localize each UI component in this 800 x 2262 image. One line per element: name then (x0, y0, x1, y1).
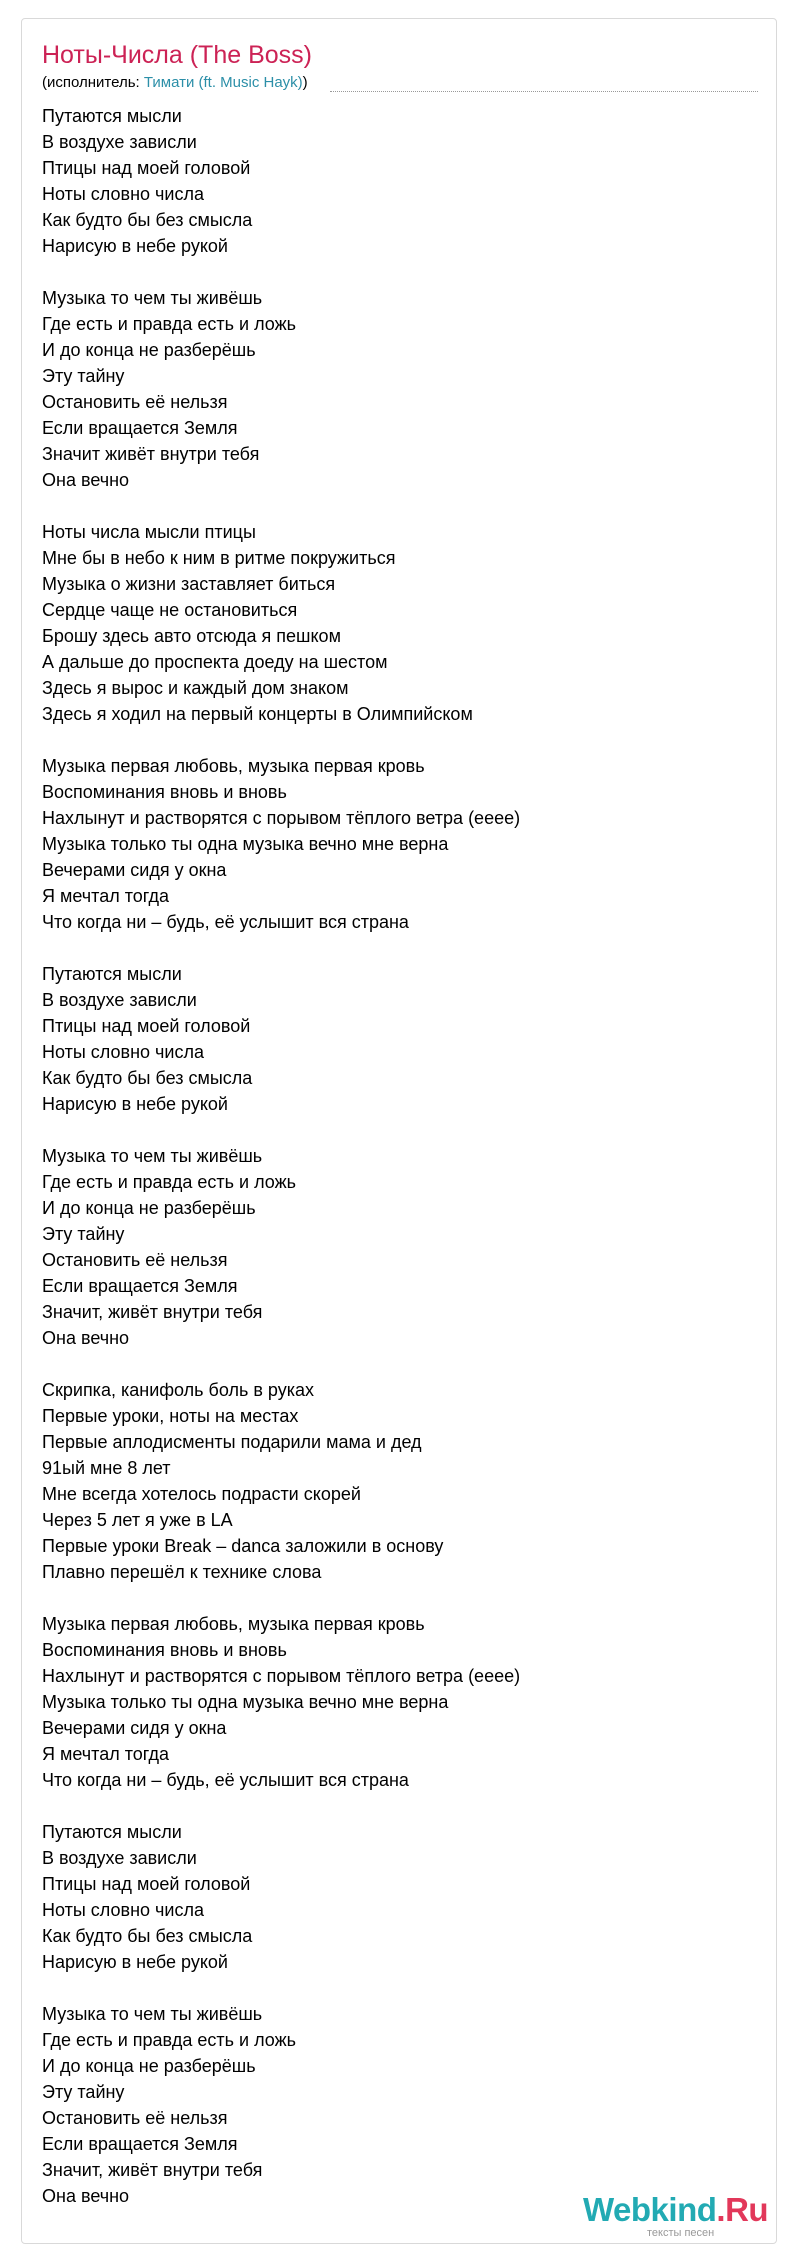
lyric-line: Скрипка, канифоль боль в руках (42, 1380, 315, 1400)
lyric-line: И до конца не разберёшь (42, 2056, 256, 2076)
lyric-line: Нарисую в небе рукой (42, 236, 228, 256)
lyric-line: Эту тайну (42, 2082, 125, 2102)
lyric-line: Через 5 лет я уже в LA (42, 1510, 233, 1530)
lyric-line: Путаются мысли (42, 106, 182, 126)
lyric-line: Музыка то чем ты живёшь (42, 288, 263, 308)
lyric-line: Воспоминания вновь и вновь (42, 782, 287, 802)
lyric-line: Музыка о жизни заставляет биться (42, 574, 336, 594)
site-logo[interactable] (583, 2192, 773, 2242)
lyric-line: Первые аплодисменты подарили мама и дед (42, 1432, 422, 1452)
lyric-line: Ноты словно числа (42, 1900, 204, 1920)
lyric-line: Брошу здесь авто отсюда я пешком (42, 626, 341, 646)
song-title: Ноты-Числа (The Boss) (42, 41, 312, 69)
lyric-line: Воспоминания вновь и вновь (42, 1640, 287, 1660)
lyric-line: Путаются мысли (42, 1822, 182, 1842)
lyric-line: Она вечно (42, 1328, 130, 1348)
lyric-line: Птицы над моей головой (42, 158, 251, 178)
lyric-line: Как будто бы без смысла (42, 210, 253, 230)
lyric-line: Значит, живёт внутри тебя (42, 2160, 263, 2180)
performer-suffix: ) (302, 74, 308, 91)
lyric-line: Что когда ни – будь, её услышит вся страна (42, 1770, 409, 1790)
lyric-line: И до конца не разберёшь (42, 1198, 256, 1218)
lyric-line: Остановить её нельзя (42, 2108, 228, 2128)
lyric-line: Как будто бы без смысла (42, 1926, 253, 1946)
stanza-break (42, 259, 762, 285)
lyric-line: Мне бы в небо к ним в ритме покружиться (42, 548, 396, 568)
lyric-line: Нахлынут и растворятся с порывом тёплого ветра (ееее) (42, 808, 521, 828)
lyric-line: Первые уроки Break – danca заложили в основу (42, 1536, 444, 1556)
lyric-line: Плавно перешёл к технике слова (42, 1562, 322, 1582)
lyric-line: Мне всегда хотелось подрасти скорей (42, 1484, 361, 1504)
lyric-line: Нарисую в небе рукой (42, 1094, 228, 1114)
stanza-break (42, 1585, 762, 1611)
stanza-break (42, 1117, 762, 1143)
song-header (42, 38, 760, 94)
lyric-line: Вечерами сидя у окна (42, 1718, 227, 1738)
stanza-break (42, 493, 762, 519)
lyric-line: И до конца не разберёшь (42, 340, 256, 360)
lyrics-body (42, 103, 762, 2209)
logo-tld: .Ru (716, 2191, 769, 2228)
artist-link[interactable]: Тимати (ft. Music Hayk) (143, 74, 303, 91)
lyric-line: Где есть и правда есть и ложь (42, 2030, 297, 2050)
lyric-line: Музыка только ты одна музыка вечно мне верна (42, 834, 449, 854)
stanza-break (42, 1975, 762, 2001)
lyric-line: Значит, живёт внутри тебя (42, 1302, 263, 1322)
lyric-line: Музыка первая любовь, музыка первая кровь (42, 1614, 425, 1634)
lyric-line: Я мечтал тогда (42, 886, 170, 906)
lyric-line: 91ый мне 8 лет (42, 1458, 171, 1478)
lyric-line: Музыка только ты одна музыка вечно мне верна (42, 1692, 449, 1712)
stanza-break (42, 727, 762, 753)
lyric-line: Если вращается Земля (42, 1276, 238, 1296)
lyric-line: Что когда ни – будь, её услышит вся страна (42, 912, 409, 932)
lyric-line: Значит живёт внутри тебя (42, 444, 260, 464)
lyric-line: Нахлынут и растворятся с порывом тёплого ветра (ееее) (42, 1666, 521, 1686)
stanza-break (42, 935, 762, 961)
stanza-break (42, 1351, 762, 1377)
lyric-line: Здесь я вырос и каждый дом знаком (42, 678, 349, 698)
lyric-line: Она вечно (42, 470, 130, 490)
lyric-line: Нарисую в небе рукой (42, 1952, 228, 1972)
lyric-line: А дальше до проспекта доеду на шестом (42, 652, 388, 672)
lyric-line: Музыка то чем ты живёшь (42, 2004, 263, 2024)
logo-wordmark (583, 2192, 768, 2228)
lyric-line: Птицы над моей головой (42, 1016, 251, 1036)
lyric-line: Вечерами сидя у окна (42, 860, 227, 880)
lyric-line: В воздухе зависли (42, 1848, 197, 1868)
lyric-line: Где есть и правда есть и ложь (42, 314, 297, 334)
header-divider (330, 91, 758, 92)
lyric-line: Ноты словно числа (42, 184, 204, 204)
stanza-break (42, 1793, 762, 1819)
lyric-line: Остановить её нельзя (42, 1250, 228, 1270)
lyric-line: Сердце чаще не остановиться (42, 600, 298, 620)
lyric-line: Как будто бы без смысла (42, 1068, 253, 1088)
lyric-line: Птицы над моей головой (42, 1874, 251, 1894)
lyric-line: Музыка первая любовь, музыка первая кровь (42, 756, 425, 776)
lyric-line: Я мечтал тогда (42, 1744, 170, 1764)
logo-tagline: тексты песен (647, 2227, 715, 2239)
lyric-line: Она вечно (42, 2186, 130, 2206)
lyric-line: Музыка то чем ты живёшь (42, 1146, 263, 1166)
lyric-line: Ноты числа мысли птицы (42, 522, 256, 542)
lyric-line: Где есть и правда есть и ложь (42, 1172, 297, 1192)
lyric-line: Если вращается Земля (42, 418, 238, 438)
lyric-line: Путаются мысли (42, 964, 182, 984)
lyric-line: Здесь я ходил на первый концерты в Олимпийском (42, 704, 473, 724)
lyric-line: Эту тайну (42, 1224, 125, 1244)
lyric-line: Эту тайну (42, 366, 125, 386)
lyric-line: В воздухе зависли (42, 990, 197, 1010)
lyric-line: Остановить её нельзя (42, 392, 228, 412)
lyric-line: Первые уроки, ноты на местах (42, 1406, 299, 1426)
lyric-line: Ноты словно числа (42, 1042, 204, 1062)
logo-name: Webkind (583, 2191, 717, 2228)
performer-prefix: (исполнитель: (42, 74, 144, 91)
lyric-line: Если вращается Земля (42, 2134, 238, 2154)
lyric-line: В воздухе зависли (42, 132, 197, 152)
